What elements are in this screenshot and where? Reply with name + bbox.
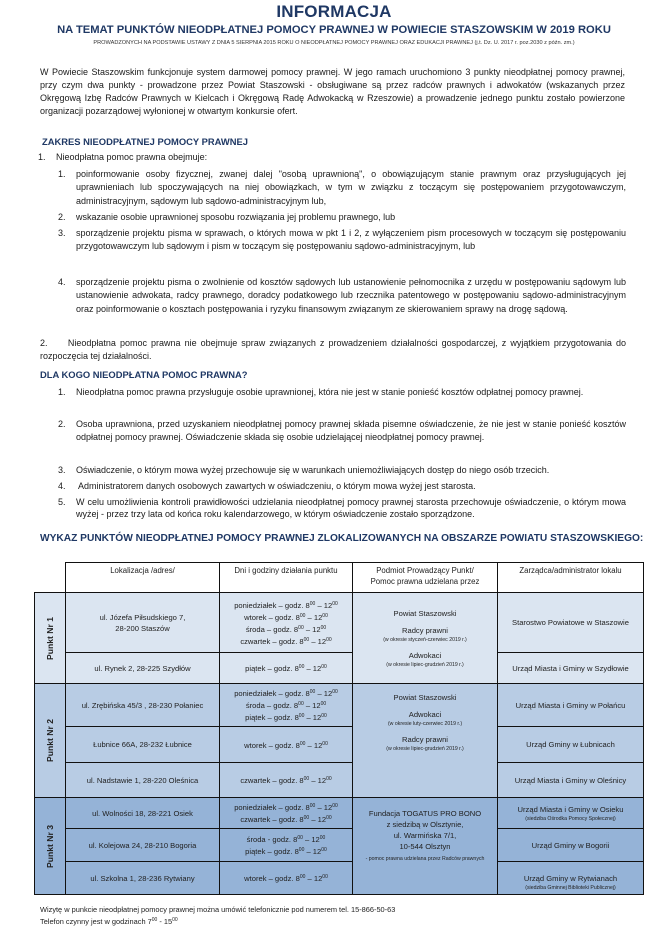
item-number: 3. (58, 465, 66, 475)
legal-aid-points-table (34, 562, 644, 895)
table-row (35, 593, 644, 653)
subitem-number: 3. (58, 228, 66, 238)
hours-end: – 12 (315, 600, 333, 610)
legal-basis: PROWADZONYCH NA PODSTAWIE USTAWY Z DNIA 5 SIERPNIA 2015 ROKU O NIEODPŁATNEJ POMOCY PRAWNEJ ORAZ EDUKACJI PRAWNEJ (j.t. Dz. U. 2017 r. poz.2030 z późn. zm.) (93, 40, 575, 46)
table-row (35, 798, 644, 829)
hours-line (223, 813, 349, 825)
hours-line (223, 687, 349, 699)
hours-end: – 12 (309, 776, 327, 785)
address: ul. Józefa Piłsudskiego 7, (99, 612, 186, 622)
hours-line (223, 845, 349, 857)
sup: 00 (299, 612, 306, 619)
sup: 00 (321, 664, 327, 670)
address-cell: Łubnice 66A, 28-232 Łubnice (66, 727, 220, 763)
operator-cell (353, 798, 498, 895)
point-label: Punkt Nr 3 (45, 824, 55, 868)
sup: 00 (151, 917, 158, 923)
operator-provider-b: Adwokaci (408, 650, 442, 660)
subitem-text: wskazanie osobie uprawnionej sposobu rozwiązania jej problemu prawnego, lub (76, 212, 396, 222)
hours-day: wtorek – godz. 8 (244, 874, 300, 883)
admin-cell: Starostwo Powiatowe w Staszowie (498, 593, 644, 653)
point-label-cell (35, 684, 66, 798)
footer-contact (40, 904, 395, 927)
hours-end: – 12 (305, 874, 323, 883)
operator-period-a: (w okresie styczeń-czerwiec 2019 r.) (383, 636, 467, 643)
header-hours: Dni i godziny działania punktu (220, 563, 353, 593)
operator-name: Fundacja TOGATUS PRO BONO (368, 809, 482, 818)
point-label-cell (35, 593, 66, 684)
hours-day: wtorek – godz. 8 (244, 612, 300, 622)
eligibility-item-1 (58, 386, 626, 399)
operator-name: Powiat Staszowski (393, 693, 457, 702)
header-operator-line1: Podmiot Prowadzący Punkt/ (376, 566, 474, 575)
scope-item-1-text: Nieodpłatna pomoc prawna obejmuje: (56, 152, 208, 162)
hours-line (223, 833, 349, 845)
address-cell (66, 593, 220, 653)
admin-cell (498, 862, 644, 895)
header-blank-cell (35, 563, 66, 593)
operator-note: - pomoc prawna udzielana przez Radców prawnych (365, 856, 485, 862)
eligibility-item-2 (58, 418, 626, 445)
operator-street: ul. Warmińska 7/1, (393, 831, 457, 840)
hours-day: piątek – godz. 8 (245, 847, 299, 856)
hours-line (223, 774, 349, 786)
address-cell: ul. Wolności 18, 28-221 Osiek (66, 798, 220, 829)
item-number: 5. (58, 497, 66, 507)
operator-cell (353, 684, 498, 798)
header-location: Lokalizacja /adres/ (66, 563, 220, 593)
hours-line (223, 611, 349, 623)
hours-day: środa - godz. 8 (246, 835, 298, 844)
item-text: Oświadczenie, o którym mowa wyżej przechowuje się w warunkach uniemożliwiających dostęp do niego osób trzecich. (76, 465, 550, 475)
operator-period-b: (w okresie lipiec-grudzień 2019 r.) (386, 746, 464, 752)
header-operator-line2: Pomoc prawna udzielana przez (370, 577, 480, 586)
address-cell: ul. Nadstawie 1, 28-220 Oleśnica (66, 763, 220, 798)
scope-item-1-number: 1. (38, 152, 46, 162)
subitem-number: 4. (58, 277, 66, 287)
scope-subitem-3 (58, 227, 626, 254)
sup: 00 (303, 776, 310, 782)
sup: 00 (321, 713, 327, 719)
hours-line (223, 699, 349, 711)
subitem-number: 2. (58, 212, 66, 222)
address-cell: ul. Szkolna 1, 28-236 Rytwiany (66, 862, 220, 895)
footer-hours-text: - 15 (157, 917, 173, 926)
sup: 00 (326, 776, 332, 782)
admin-cell: Urząd Miasta i Gminy w Oleśnicy (498, 763, 644, 798)
sup: 00 (319, 835, 326, 841)
admin-note: (siedziba Ośrodka Pomocy Społecznej) (525, 815, 616, 822)
document-subtitle: NA TEMAT PUNKTÓW NIEODPŁATNEJ POMOCY PRAWNEJ W POWIECIE STASZOWSKIM W 2019 ROKU (57, 24, 611, 36)
hours-end: – 12 (305, 612, 323, 622)
operator-period-a: (w okresie luty-czerwiec 2019 r.) (387, 721, 463, 727)
sup: 00 (172, 917, 178, 923)
hours-cell (220, 684, 353, 727)
operator-provider-a: Radcy prawni (401, 625, 448, 635)
scope-item-1 (38, 151, 626, 164)
hours-line (223, 662, 349, 674)
item-text: W celu umożliwienia kontroli prawidłowości udzielania nieodpłatnej pomocy prawnej starosta przechowuje oświadczenie, o którym mowa wyżej - przez trzy lata od końca roku kalendarzowego, w którym oświadczenie zostało sporządzone. (76, 497, 626, 520)
scope-item-2-text: Nieodpłatna pomoc prawna nie obejmuje spraw związanych z prowadzeniem działalności gospodarczej, z wyjątkiem przygotowania do rozpoczęcia tej działalności. (40, 338, 626, 362)
sup: 00 (298, 701, 304, 707)
table-row (35, 727, 644, 763)
scope-item-2-number: 2. (40, 338, 48, 348)
sup: 00 (309, 803, 316, 809)
hours-line (223, 599, 349, 611)
hours-day: czwartek – godz. 8 (240, 815, 304, 824)
item-text: Nieodpłatna pomoc prawna przysługuje osobie uprawnionej, która nie jest w stanie ponieść kosztów odpłatnej pomocy prawnej. (76, 387, 584, 397)
sup: 00 (303, 815, 310, 821)
operator-name: Powiat Staszowski (393, 608, 457, 618)
hours-end: – 12 (304, 664, 322, 673)
sup: 00 (332, 689, 338, 695)
table-row (35, 829, 644, 862)
hours-end: – 12 (303, 624, 321, 634)
hours-day: poniedziałek – godz. 8 (234, 803, 310, 812)
hours-end: – 12 (303, 701, 321, 710)
table-row (35, 763, 644, 798)
hours-line (223, 739, 349, 751)
hours-end: – 12 (302, 835, 320, 844)
hours-end: – 12 (309, 636, 327, 646)
hours-end: – 12 (309, 815, 327, 824)
sup: 00 (298, 624, 304, 631)
address-line2: 28-200 Staszów (115, 623, 170, 633)
sup: 00 (299, 874, 306, 880)
hours-cell (220, 727, 353, 763)
sup: 00 (332, 600, 338, 607)
admin-note: (siedziba Gminnej Biblioteki Publicznej) (525, 885, 616, 891)
hours-day: czwartek – godz. 8 (240, 776, 304, 785)
document-title: INFORMACJA (276, 2, 392, 21)
sup: 00 (298, 847, 305, 853)
item-text: Osoba uprawniona, przed uzyskaniem nieodpłatnej pomocy prawnej składa pisemne oświadczenie, że nie jest w stanie ponieść kosztów odpłatnej pomocy prawnej. Oświadczenie składa się osobie udzielającej nieodpłatnej pomocy prawnej. (76, 419, 626, 443)
hours-cell (220, 862, 353, 895)
point-label: Punkt Nr 2 (45, 719, 55, 762)
item-number: 2. (58, 419, 66, 429)
footer-phone-line: Wizytę w punkcie nieodpłatnej pomocy prawnej można umówić telefonicznie pod numerem tel. 15-866-50-63 (40, 905, 396, 914)
point-label: Punkt Nr 1 (45, 616, 55, 660)
item-number: 1. (58, 387, 66, 397)
subitem-number: 1. (58, 169, 66, 179)
hours-end: – 12 (315, 803, 333, 812)
address-cell: ul. Rynek 2, 28-225 Szydłów (66, 653, 220, 684)
hours-cell (220, 829, 353, 862)
sup: 00 (322, 740, 328, 747)
sup: 00 (297, 835, 303, 841)
scope-subitem-2 (58, 211, 626, 224)
hours-cell (220, 653, 353, 684)
hours-day: piątek – godz. 8 (245, 713, 299, 722)
scope-subitem-1 (58, 168, 626, 208)
sup: 00 (299, 740, 306, 747)
sup: 00 (322, 612, 328, 619)
table-row (35, 684, 644, 727)
sup: 00 (298, 664, 305, 670)
eligibility-item-5 (58, 496, 626, 521)
hours-line (223, 635, 349, 647)
operator-city: 10-544 Olsztyn (399, 842, 451, 851)
intro-paragraph: W Powiecie Staszowskim funkcjonuje system darmowej pomocy prawnej. W jego ramach uruchomiono 3 punkty nieodpłatnej pomocy prawnej, przy czym dwa punkty - prowadzone przez Powiat Staszowski - obsługiwane są przez radców prawnych i adwokatów (wskazanych przez Okręgową Izbę Radców Prawnych w Kielcach i Okręgową Radę Adwokacką w Rzeszowie) a prowadzenie jednego punktu zostało powierzone organizacji pozarządowej wyłonionej w otwartym konkursie ofert. (40, 67, 625, 116)
admin-cell: Urząd Miasta i Gminy w Połańcu (498, 684, 644, 727)
hours-line (223, 623, 349, 635)
sup: 00 (298, 713, 305, 719)
hours-line (223, 711, 349, 723)
point-label-cell (35, 798, 66, 895)
hours-end: – 12 (304, 713, 322, 722)
header-admin: Zarządca/administrator lokalu (498, 563, 644, 593)
hours-day: poniedziałek – godz. 8 (234, 689, 310, 698)
admin-name: Urząd Miasta i Gminy w Osieku (517, 804, 624, 814)
table-row (35, 862, 644, 895)
footer-hours-text: Telefon czynny jest w godzinach 7 (40, 917, 152, 926)
address-cell: ul. Kolejowa 24, 28-210 Bogoria (66, 829, 220, 862)
sup: 00 (326, 636, 332, 643)
hours-cell (220, 798, 353, 829)
hours-cell (220, 593, 353, 653)
admin-name: Urząd Gminy w Rytwianach (523, 874, 618, 883)
sup: 00 (322, 874, 328, 880)
hours-day: wtorek – godz. 8 (244, 740, 300, 750)
admin-cell: Urząd Gminy w Bogorii (498, 829, 644, 862)
sup: 00 (309, 600, 316, 607)
scope-item-2 (40, 337, 626, 364)
sup: 00 (332, 803, 338, 809)
item-text: Administratorem danych osobowych zawartych w oświadczeniu, o którym mowa wyżej jest starosta. (78, 481, 476, 491)
operator-period-b: (w okresie lipiec-grudzień 2019 r.) (386, 661, 464, 668)
subitem-text: sporządzenie projektu pisma o zwolnienie od kosztów sądowych lub ustanowienie pełnomocnika z urzędu w postępowaniu sądowym lub ustanowienie adwokata, radcy prawnego, doradcy podatkowego lub rzecznika patentowego w postępowaniu sądowo-administracyjnym oraz poinformowanie o kosztach postępowania i ryzyku finansowym związanym ze skierowaniem sprawy na drogę sądową. (76, 277, 626, 314)
table-header-row (35, 563, 644, 593)
hours-day: środa – godz. 8 (245, 701, 299, 710)
scope-subitem-4 (58, 276, 626, 316)
hours-day: poniedziałek – godz. 8 (234, 600, 310, 610)
sup: 00 (309, 689, 316, 695)
sup: 00 (303, 636, 310, 643)
subitem-text: poinformowanie osoby fizycznej, zwanej dalej "osobą uprawnioną", o obowiązującym stanie prawnym oraz przysługujących jej uprawnieniach lub spoczywających na niej obowiązkach, w tym w związku z toczącym się postępowaniem przygotowawczym, administracyjnym, sądowym lub sądowo-administracyjnym lub, (76, 169, 626, 206)
admin-cell (498, 798, 644, 829)
scope-heading: ZAKRES NIEODPŁATNEJ POMOCY PRAWNEJ (42, 136, 248, 147)
hours-day: piątek – godz. 8 (245, 664, 299, 673)
points-table-heading: WYKAZ PUNKTÓW NIEODPŁATNEJ POMOCY PRAWNEJ ZLOKALIZOWANYCH NA OBSZARZE POWIATU STASZOWSKIEGO: (40, 533, 644, 544)
operator-seat: z siedzibą w Olsztynie, (386, 820, 464, 829)
hours-cell (220, 763, 353, 798)
operator-provider-a: Adwokaci (408, 710, 442, 719)
header-operator (353, 563, 498, 593)
operator-provider-b: Radcy prawni (401, 735, 448, 744)
hours-end: – 12 (305, 740, 323, 750)
eligibility-item-4 (58, 480, 638, 493)
hours-day: środa – godz. 8 (245, 624, 299, 634)
footer-hours-line (40, 915, 395, 927)
hours-end: – 12 (304, 847, 322, 856)
sup: 00 (320, 624, 327, 631)
sup: 00 (321, 847, 327, 853)
table-row (35, 653, 644, 684)
hours-end: – 12 (315, 689, 333, 698)
sup: 00 (320, 701, 327, 707)
eligibility-heading: DLA KOGO NIEODPŁATNA POMOC PRAWNA? (40, 369, 248, 380)
item-number: 4. (58, 481, 66, 491)
subitem-text: sporządzenie projektu pisma w sprawach, o których mowa w pkt 1 i 2, z wyłączeniem pism procesowych w toczącym się postępowaniu przygotowawczym lub sądowym i pism w toczącym się postępowaniu sądowo-administracyjnym, lub (76, 228, 626, 252)
eligibility-item-3 (58, 464, 636, 477)
hours-day: czwartek – godz. 8 (240, 636, 304, 646)
sup: 00 (326, 815, 332, 821)
hours-line (223, 872, 349, 884)
operator-cell (353, 593, 498, 684)
hours-line (223, 801, 349, 813)
address-cell: ul. Zrębińska 45/3 , 28-230 Połaniec (66, 684, 220, 727)
admin-cell: Urząd Gminy w Łubnicach (498, 727, 644, 763)
admin-cell: Urząd Miasta i Gminy w Szydłowie (498, 653, 644, 684)
